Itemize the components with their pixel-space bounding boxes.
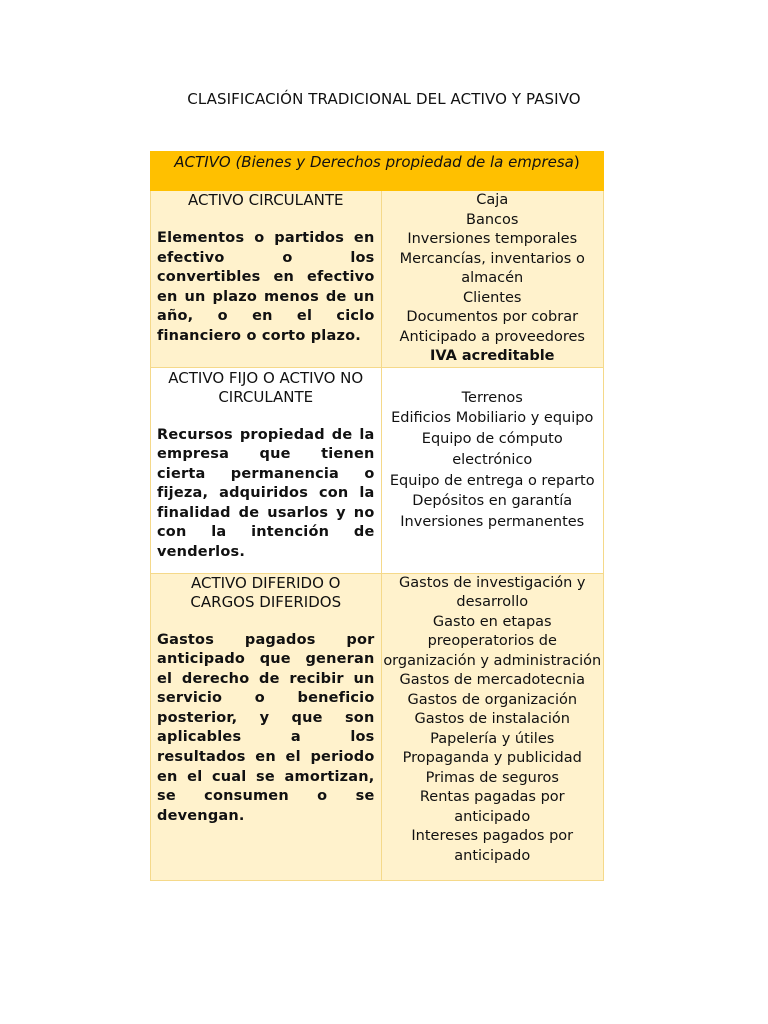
list-item: Anticipado a proveedores: [399, 328, 585, 345]
list-item: Inversiones permanentes: [400, 514, 585, 531]
list-item: Gastos de instalación: [414, 711, 570, 727]
category-description: Gastos pagados por anticipado que generan el derecho de recibir un servicio o beneficio posterior, y que son aplicables a los resultados en el periodo en el cual se amortizan, se consumen o se devengan.: [157, 631, 375, 824]
items-cell: [381, 573, 604, 880]
table-header-cell: [151, 152, 604, 191]
list-item: Edificios Mobiliario y equipo: [391, 410, 594, 427]
list-item: Terrenos: [461, 389, 523, 406]
list-item: Intereses pagados por anticipado: [411, 828, 574, 864]
list-item: Papelería y útiles: [430, 730, 555, 747]
table-row: [151, 191, 604, 368]
category-description: Elementos o partidos en efectivo o los convertibles en efectivo en un plazo menos de un año, o en el ciclo financiero o corto plazo.: [157, 230, 375, 344]
table-row: [151, 367, 604, 573]
category-description: Recursos propiedad de la empresa que tienen cierta permanencia o fijeza, adquiridos con la finalidad de usarlos y no con la intención de venderlos.: [157, 426, 375, 561]
list-item: Mercancías, inventarios o almacén: [399, 250, 585, 286]
list-item: Caja: [476, 192, 509, 208]
list-item: Gastos de investigación y desarrollo: [399, 574, 586, 610]
list-item-bold: IVA acreditable: [429, 348, 555, 364]
list-item: Documentos por cobrar: [406, 309, 579, 325]
table-header-text: ACTIVO (Bienes y Derechos propiedad de la empresa: [174, 153, 574, 171]
list-item: Gasto en etapas preoperatorios de organización y administración: [383, 613, 602, 669]
items-cell: [381, 367, 604, 573]
list-item: Gastos de organización: [407, 691, 578, 708]
category-cell: [151, 573, 382, 880]
table-row: [151, 573, 604, 880]
list-item: Primas de seguros: [425, 769, 559, 786]
document-title: CLASIFICACIÓN TRADICIONAL DEL ACTIVO Y PASIVO: [187, 90, 581, 108]
list-item: Equipo de cómputo electrónico: [421, 431, 563, 468]
list-item: Propaganda y publicidad: [402, 750, 582, 766]
category-title: ACTIVO CIRCULANTE: [188, 191, 344, 209]
table-header-closing: ): [573, 153, 580, 171]
list-item: Equipo de entrega o reparto: [389, 472, 595, 489]
category-title: ACTIVO FIJO O ACTIVO NO CIRCULANTE: [168, 368, 364, 406]
list-item: Depósitos en garantía: [412, 493, 573, 510]
list-item: Gastos de mercadotecnia: [399, 672, 585, 688]
table-header-row: [151, 152, 604, 191]
asset-classification-table: [150, 151, 604, 881]
list-item: Bancos: [466, 211, 519, 228]
list-item: Inversiones temporales: [407, 231, 578, 247]
list-item: Clientes: [463, 289, 522, 306]
items-cell: [381, 191, 604, 368]
category-cell: [151, 191, 382, 368]
category-cell: [151, 367, 382, 573]
list-item: Rentas pagadas por anticipado: [419, 789, 565, 825]
category-title: ACTIVO DIFERIDO O CARGOS DIFERIDOS: [190, 573, 342, 611]
